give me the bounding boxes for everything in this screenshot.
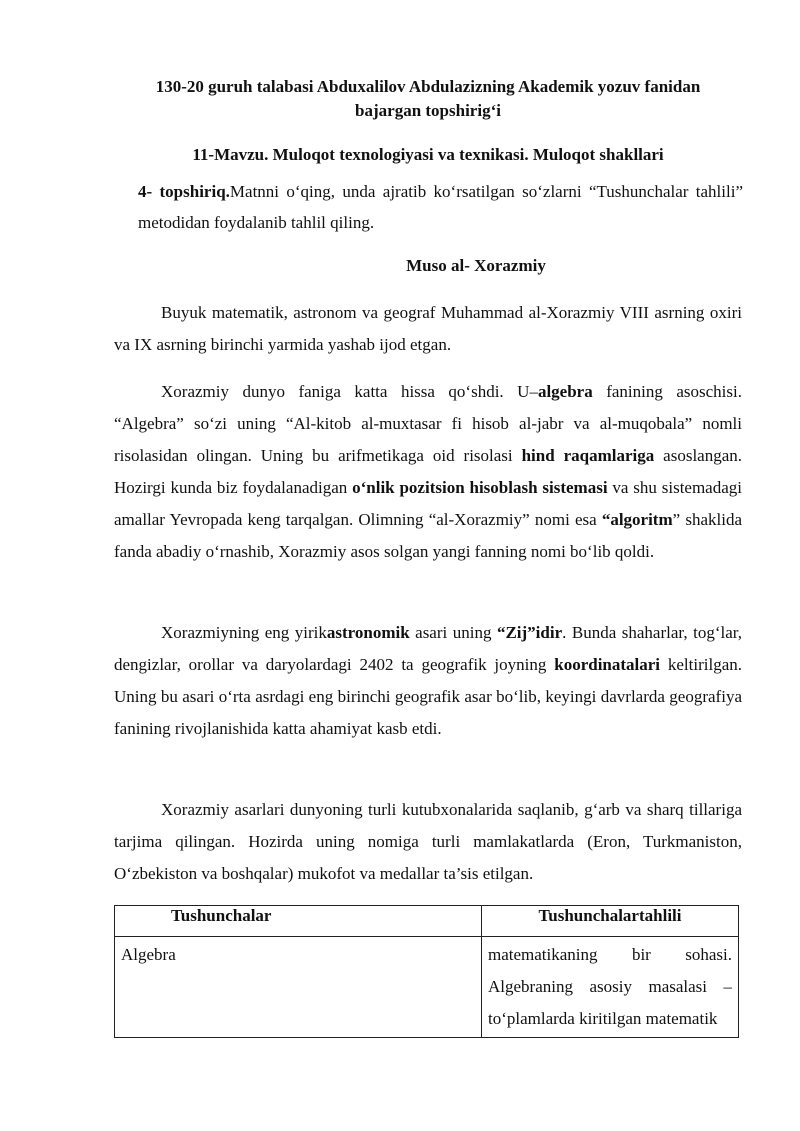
task-instruction xyxy=(138,176,743,238)
task-label: 4- topshiriq. xyxy=(138,182,230,201)
topic-title: 11-Mavzu. Muloqot texnologiyasi va texnikasi. Muloqot shakllari xyxy=(192,145,664,164)
paragraph-1: Buyuk matematik, astronom va geograf Muhammad al-Xorazmiy VIII asrning oxiri va IX asrning birinchi yarmida yashab ijod etgan. xyxy=(114,303,742,354)
document-title xyxy=(100,75,756,123)
section-title: Muso al- Xorazmiy xyxy=(406,256,546,275)
table-cell-analysis: matematikaning bir sohasi. Algebraning asosiy masalasi – to‘plamlarda kiritilgan matematik xyxy=(482,937,739,1038)
term-zij: “Zij”idir xyxy=(496,623,563,642)
term-algoritm: “algoritm xyxy=(601,510,673,529)
column-header-concepts: Tushunchalar xyxy=(115,906,482,937)
title-line-2: bajargan topshirig‘i xyxy=(355,101,501,120)
paragraph-4: Xorazmiy asarlari dunyoning turli kutubxonalarida saqlanib, g‘arb va sharq tillariga tarjima qilingan. Hozirda uning nomiga turli mamlakatlarda (Eron, Turkmaniston, O‘zbekiston va boshqalar) mukofot va medallar ta’sis etilgan. xyxy=(114,800,742,883)
table-cell-term: Algebra xyxy=(115,937,482,1038)
table-row xyxy=(115,937,739,1038)
term-hind-raqamlari: hind raqamlariga xyxy=(521,446,655,465)
concepts-table xyxy=(114,905,739,1038)
title-line-1: 130-20 guruh talabasi Abduxalilov Abdulazizning Akademik yozuv fanidan xyxy=(155,77,701,96)
term-onlik-sistema: o‘nlik pozitsion hisoblash sistemasi xyxy=(352,478,608,497)
table-header-row xyxy=(115,906,739,937)
term-koordinatalari: koordinatalari xyxy=(554,655,661,674)
term-algebra: algebra xyxy=(537,382,593,401)
column-header-analysis: Tushunchalartahlili xyxy=(482,906,739,937)
task-text: Matnni o‘qing, unda ajratib ko‘rsatilgan so‘zlarni “Tushunchalar tahlili” metodidan foydalanib tahlil qiling. xyxy=(138,182,743,232)
paragraph-2: Xorazmiy dunyo faniga katta hissa qo‘shdi. U–algebra fanining asoschisi. “Algebra” so‘zi uning “Al-kitob al-muxtasar fi hisob al-jabr va al-muqobala” nomli risolasidan olingan. Uning bu arifmetikaga oid risolasi hind raqamlariga asoslangan. Hozirgi kunda biz foydalanadigan o‘nlik pozitsion hisoblash sistemasi va shu sistemadagi amallar Yevropada keng tarqalgan. Olimning “al-Xorazmiy” nomi esa “algoritm” shaklida fanda abadiy o‘rnashib, Xorazmiy asos solgan yangi fanning nomi bo‘lib qoldi. xyxy=(114,382,743,561)
term-astronomik: astronomik xyxy=(326,623,410,642)
paragraph-3: Xorazmiyning eng yirikastronomik asari uning “Zij”idir. Bunda shaharlar, tog‘lar, dengizlar, orollar va daryolardagi 2402 ta geografik joyning koordinatalari keltirilgan. Uning bu asari o‘rta asrdagi eng birinchi geografik asar bo‘lib, keyingi davrlarda geografiya fanining rivojlanishida katta ahamiyat kasb etdi. xyxy=(114,623,742,738)
